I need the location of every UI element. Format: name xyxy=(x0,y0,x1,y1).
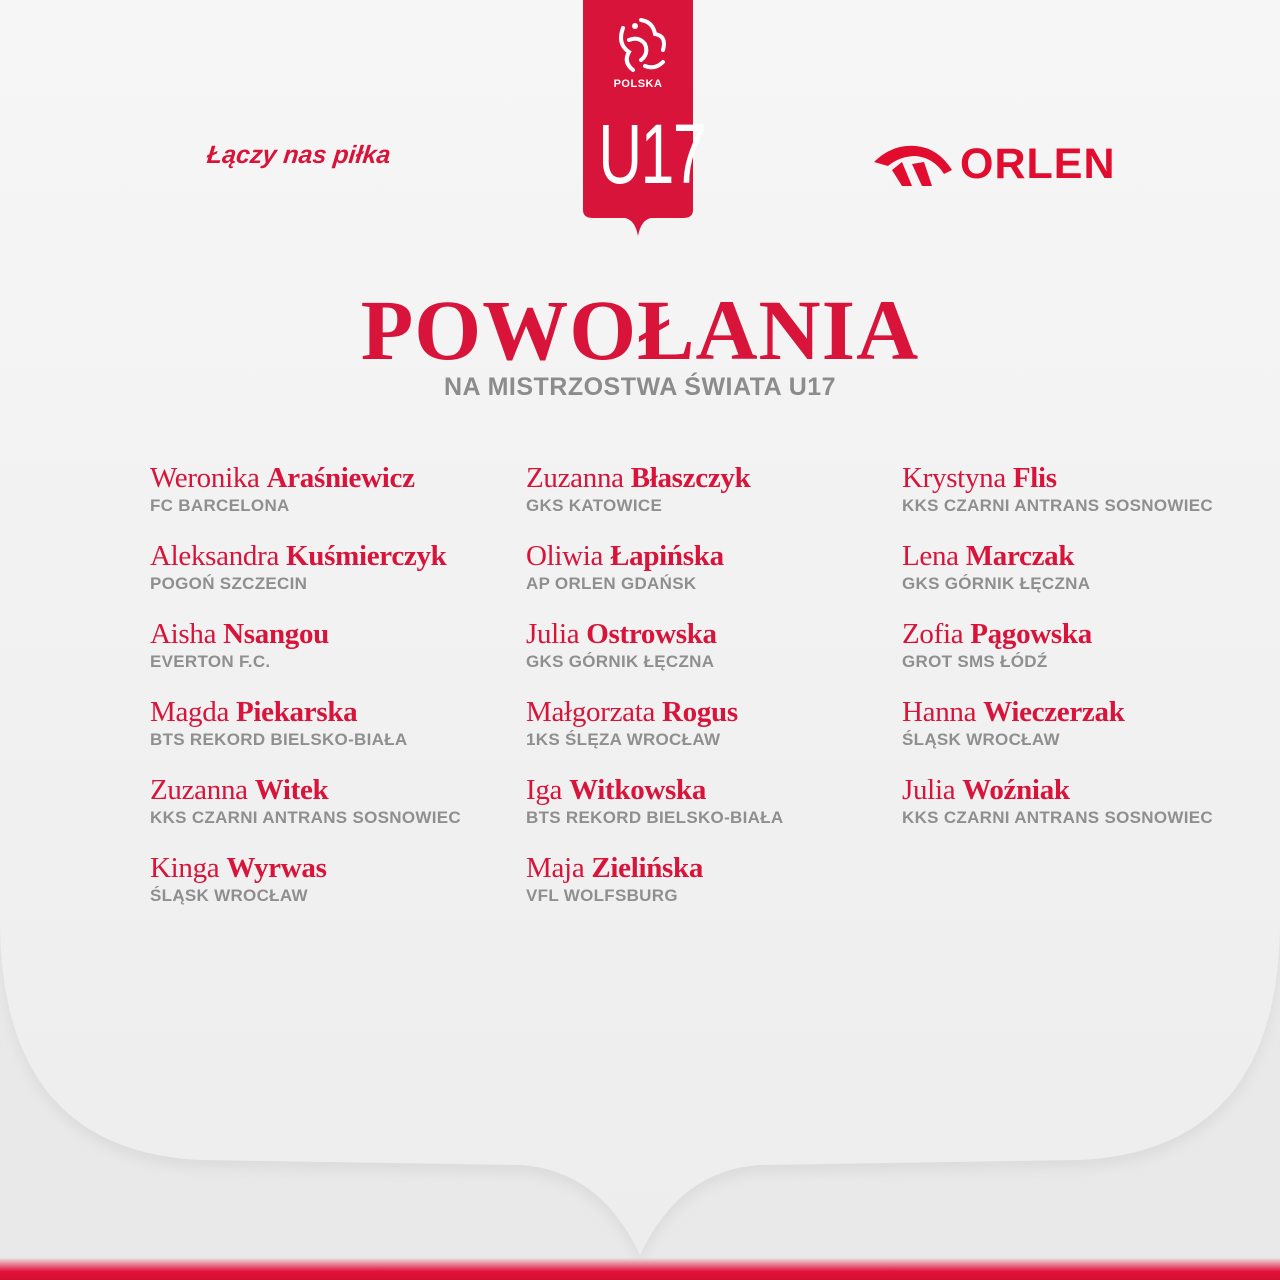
player-name xyxy=(902,772,1272,808)
player-club: BTS REKORD BIELSKO-BIAŁA xyxy=(526,808,784,827)
player-entry xyxy=(150,616,520,694)
player-name xyxy=(150,538,520,574)
page-subtitle: NA MISTRZOSTWA ŚWIATA U17 xyxy=(443,373,837,401)
player-club: GKS GÓRNIK ŁĘCZNA xyxy=(902,574,1091,593)
player-club: KKS CZARNI ANTRANS SOSNOWIEC xyxy=(902,496,1213,515)
player-first-name: Zofia xyxy=(902,618,964,650)
player-club: BTS REKORD BIELSKO-BIAŁA xyxy=(150,730,408,749)
player-name xyxy=(150,772,520,808)
player-name xyxy=(526,460,896,496)
player-first-name: Iga xyxy=(526,774,563,806)
player-last-name: Piekarska xyxy=(235,696,358,728)
player-name xyxy=(902,460,1272,496)
player-name xyxy=(150,850,520,886)
player-club: KKS CZARNI ANTRANS SOSNOWIEC xyxy=(150,808,461,827)
player-entry xyxy=(150,538,520,616)
player-club: FC BARCELONA xyxy=(150,496,290,515)
player-club: GKS KATOWICE xyxy=(526,496,663,515)
player-first-name: Kinga xyxy=(150,852,220,884)
player-last-name: Woźniak xyxy=(962,774,1070,806)
player-entry xyxy=(526,694,896,772)
player-entry xyxy=(150,460,520,538)
player-club: EVERTON F.C. xyxy=(150,652,271,671)
player-entry xyxy=(526,772,896,850)
player-first-name: Aisha xyxy=(150,618,217,650)
player-name xyxy=(902,538,1272,574)
player-club: KKS CZARNI ANTRANS SOSNOWIEC xyxy=(902,808,1213,827)
player-last-name: Zielińska xyxy=(591,852,704,884)
player-first-name: Małgorzata xyxy=(526,696,656,728)
badge-team-label: U17 xyxy=(598,107,706,201)
player-name xyxy=(526,694,896,730)
player-entry xyxy=(902,538,1272,616)
player-name xyxy=(150,460,520,496)
player-last-name: Pągowska xyxy=(970,618,1092,650)
squad-column xyxy=(526,460,896,928)
player-first-name: Zuzanna xyxy=(150,774,248,806)
player-first-name: Julia xyxy=(526,618,580,650)
player-first-name: Magda xyxy=(150,696,230,728)
player-last-name: Ostrowska xyxy=(586,618,717,650)
player-name xyxy=(150,694,520,730)
squad-column xyxy=(902,460,1272,850)
badge-country-label: POLSKA xyxy=(613,78,663,90)
player-last-name: Witkowska xyxy=(569,774,707,806)
player-name xyxy=(902,694,1272,730)
player-name xyxy=(150,616,520,652)
player-entry xyxy=(526,850,896,928)
player-club: GROT SMS ŁÓDŹ xyxy=(902,652,1048,671)
player-last-name: Araśniewicz xyxy=(266,462,415,494)
player-club: 1KS ŚLĘZA WROCŁAW xyxy=(526,730,721,749)
player-first-name: Zuzanna xyxy=(526,462,624,494)
player-first-name: Aleksandra xyxy=(150,540,280,572)
player-first-name: Oliwia xyxy=(526,540,604,572)
player-last-name: Łapińska xyxy=(610,540,724,572)
player-name xyxy=(526,538,896,574)
player-entry xyxy=(526,616,896,694)
player-first-name: Krystyna xyxy=(902,462,1006,494)
player-first-name: Hanna xyxy=(902,696,977,728)
player-last-name: Kuśmierczyk xyxy=(286,540,447,572)
page-title: POWOŁANIA xyxy=(360,282,920,378)
player-entry xyxy=(526,460,896,538)
bottom-red-band xyxy=(0,1258,1280,1280)
player-last-name: Flis xyxy=(1012,462,1057,494)
player-club: AP ORLEN GDAŃSK xyxy=(526,574,697,593)
player-last-name: Marczak xyxy=(965,540,1075,572)
player-club: ŚLĄSK WROCŁAW xyxy=(150,886,308,905)
player-last-name: Rogus xyxy=(662,696,738,728)
player-first-name: Weronika xyxy=(150,462,260,494)
player-entry xyxy=(902,694,1272,772)
player-club: GKS GÓRNIK ŁĘCZNA xyxy=(526,652,715,671)
player-first-name: Julia xyxy=(902,774,956,806)
player-entry xyxy=(526,538,896,616)
player-first-name: Maja xyxy=(526,852,585,884)
player-club: POGOŃ SZCZECIN xyxy=(150,574,308,593)
player-last-name: Błaszczyk xyxy=(630,462,751,494)
orlen-eagle-icon xyxy=(872,140,954,188)
player-name xyxy=(526,850,896,886)
player-name xyxy=(902,616,1272,652)
player-entry xyxy=(150,772,520,850)
player-last-name: Witek xyxy=(254,774,329,806)
team-badge xyxy=(583,0,706,238)
player-name xyxy=(526,772,896,808)
player-entry xyxy=(902,460,1272,538)
player-entry xyxy=(902,616,1272,694)
player-club: VFL WOLFSBURG xyxy=(526,886,678,905)
player-entry xyxy=(150,694,520,772)
player-last-name: Wieczerzak xyxy=(983,696,1125,728)
squad-column xyxy=(150,460,520,928)
player-entry xyxy=(902,772,1272,850)
player-name xyxy=(526,616,896,652)
sponsor-name: ORLEN xyxy=(960,140,1116,188)
player-last-name: Wyrwas xyxy=(226,852,327,884)
player-club: ŚLĄSK WROCŁAW xyxy=(902,730,1060,749)
slogan: Łączy nas piłka xyxy=(205,141,392,169)
player-entry xyxy=(150,850,520,928)
player-last-name: Nsangou xyxy=(223,618,330,650)
player-first-name: Lena xyxy=(902,540,959,572)
